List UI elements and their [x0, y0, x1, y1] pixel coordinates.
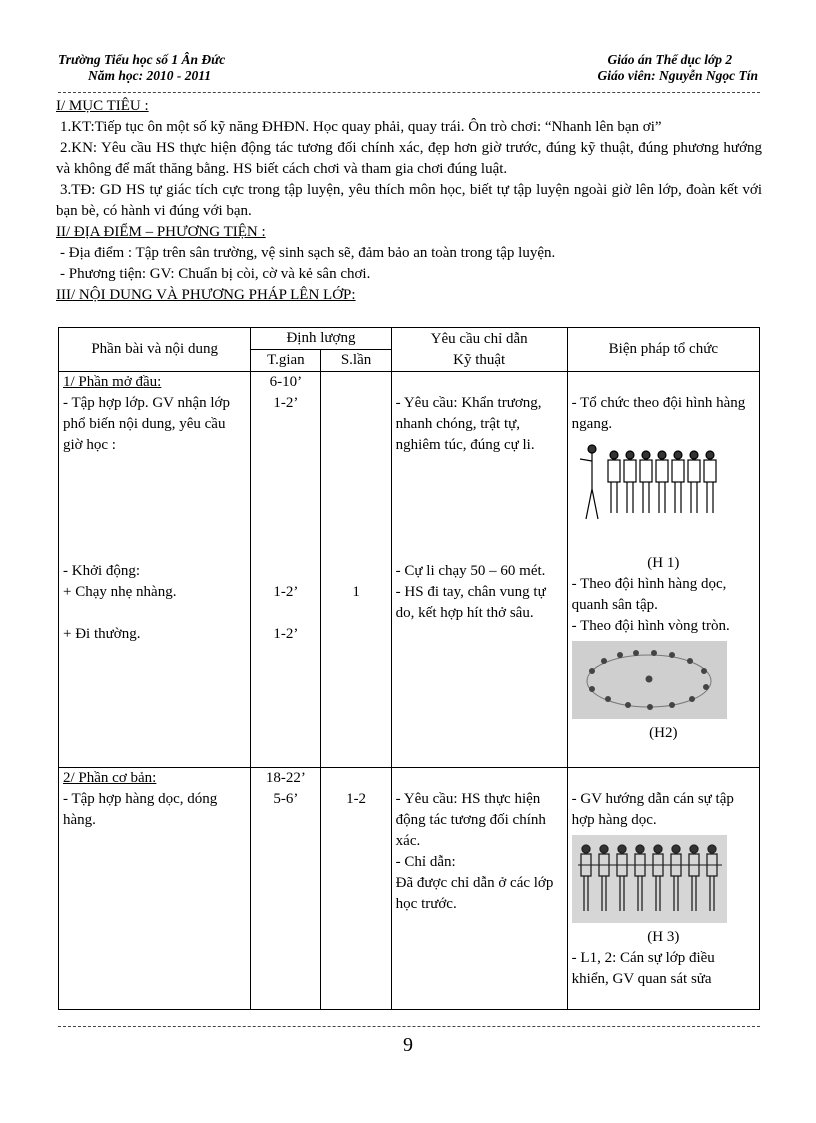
location-text: - Địa điểm : Tập trên sân trường, vệ sinh sạch sẽ, đảm bảo an toàn trong tập luyện.	[60, 245, 556, 261]
row2-requirement: - Yêu cầu: HS thực hiện động tác tương đối chính xác. - Chỉ dẫn: Đã được chỉ dẫn ở các lớp học trước.	[391, 768, 567, 1010]
section-3-title: III/ NỘI DUNG VÀ PHƯƠNG PHÁP LÊN LỚP:	[56, 287, 356, 303]
objective-td: 3.TĐ: GD HS tự giác tích cực trong tập luyện, yêu thích môn học, biết tự tập luyện ngoài giờ lên lớp, đoàn kết với bạn bè, có hành vi đúng với bạn.	[56, 182, 762, 219]
row2-content: 2/ Phần cơ bản: - Tập hợp hàng dọc, dóng hàng.	[59, 768, 251, 1010]
school-name: Trường Tiểu học số 1 Ân Đức	[58, 52, 226, 67]
row2-organization: - GV hướng dẫn cán sự tập hợp hàng dọc. (H 3) - L1, 2: Cán sự lớp điều khiển, GV quan sát sửa	[567, 768, 759, 1010]
teacher-name: Giáo viên: Nguyễn Ngọc Tín	[597, 68, 758, 83]
lesson-plan-table	[58, 327, 760, 1010]
header-left	[58, 52, 225, 84]
column-formation-figure	[572, 835, 727, 923]
header-quantity: Định lượng	[251, 328, 391, 350]
row2-title: 2/ Phần cơ bản:	[63, 770, 157, 786]
header-right	[598, 52, 758, 84]
header-organization: Biện pháp tổ chức	[567, 328, 759, 372]
footer-divider	[58, 1026, 760, 1027]
header-reps: S.lần	[321, 350, 391, 372]
circle-formation-figure	[572, 641, 727, 719]
table-header-row	[59, 328, 760, 350]
row1-title: 1/ Phần mở đầu:	[63, 374, 162, 390]
header-time: T.gian	[251, 350, 321, 372]
header-part: Phần bài và nội dung	[59, 328, 251, 372]
subject-title: Giáo án Thể dục lớp 2	[607, 52, 733, 67]
objective-kn: 2.KN: Yêu cầu HS thực hiện động tác tương đối chính xác, đẹp hơn giờ trước, đúng kỹ thuật, đúng phương hướng và không để mất thăng bằng. HS biết cách chơi và tham gia chơi đúng luật.	[56, 140, 762, 177]
figure-caption-h1: (H 1)	[647, 555, 680, 571]
header-divider	[58, 92, 760, 93]
row1-requirement: - Yêu cầu: Khẩn trương, nhanh chóng, trật tự, nghiêm túc, đúng cự li. - Cự li chạy 50 – 60 mét. - HS đi tay, chân vung tự do, kết hợp hít thở sâu.	[391, 372, 567, 768]
page-number: 9	[403, 1034, 413, 1056]
section-1-title: I/ MỤC TIÊU :	[56, 98, 149, 114]
header-requirement: Yêu cầu chỉ dẫn Kỹ thuật	[391, 328, 567, 372]
section-2-title: II/ ĐỊA ĐIỂM – PHƯƠNG TIỆN :	[56, 224, 266, 240]
content-body	[56, 96, 762, 306]
row1-time: 6-10’ 1-2’ 1-2’ 1-2’	[251, 372, 321, 768]
row1-organization: - Tổ chức theo đội hình hàng ngang. (H 1) - Theo đội hình hàng dọc, quanh sân tập. - Theo đội hình vòng tròn. (H2)	[567, 372, 759, 768]
table-row	[59, 372, 760, 768]
row2-time: 18-22’ 5-6’	[251, 768, 321, 1010]
row1-content: 1/ Phần mở đầu: - Tập hợp lớp. GV nhận lớp phổ biến nội dung, yêu cầu giờ học : - Khởi động: + Chạy nhẹ nhàng. + Đi thường.	[59, 372, 251, 768]
figure-caption-h3: (H 3)	[647, 929, 680, 945]
objective-kt: 1.KT:Tiếp tục ôn một số kỹ năng ĐHĐN. Học quay phải, quay trái. Ôn trò chơi: “Nhanh lên bạn ơi”	[60, 119, 662, 135]
figure-caption-h2: (H2)	[649, 725, 678, 741]
horizontal-formation-figure	[572, 439, 722, 549]
school-year: Năm học: 2010 - 2011	[88, 68, 211, 83]
table-row	[59, 768, 760, 1010]
equipment-text: - Phương tiện: GV: Chuẩn bị còi, cờ và kẻ sân chơi.	[60, 266, 371, 282]
row1-reps: 1	[321, 372, 391, 768]
row2-reps: 1-2	[321, 768, 391, 1010]
